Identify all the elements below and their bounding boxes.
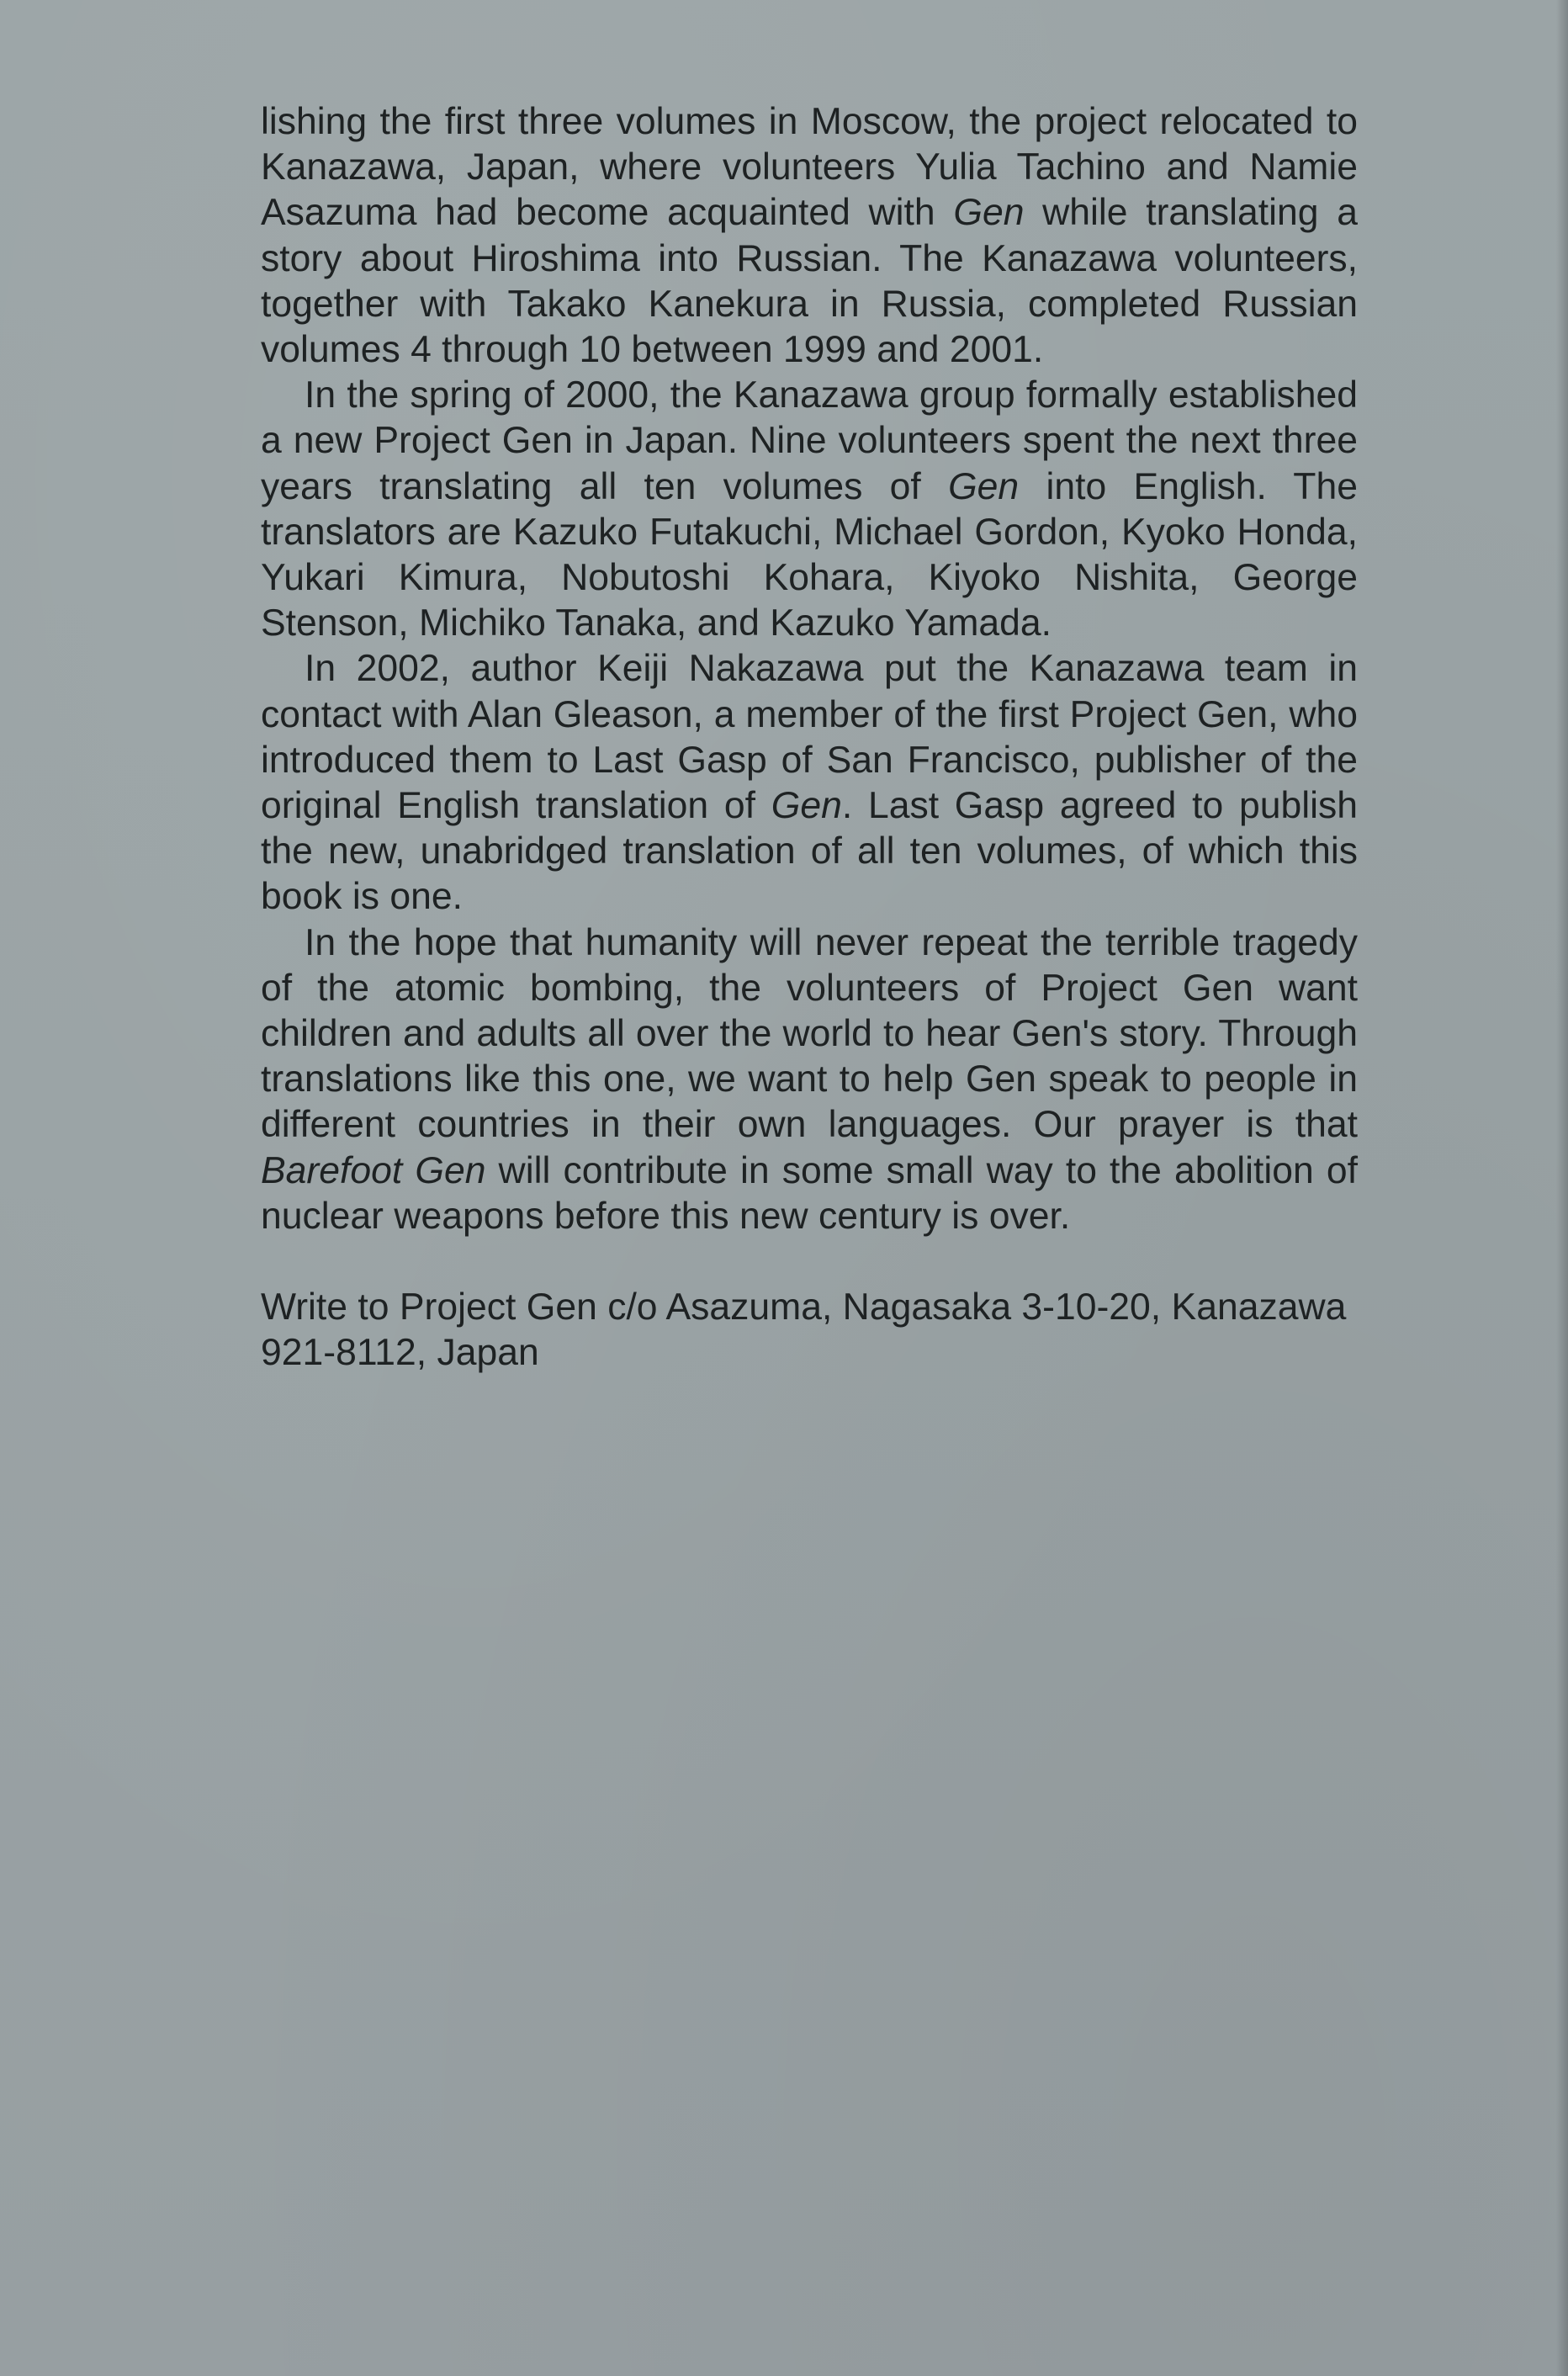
body-text: [261, 99, 1358, 1376]
paragraph-2: [261, 373, 1358, 646]
paragraph-4-text: In the hope that humanity will never repeat the terrible tragedy of the atomic bombing, the volunteers of Project Gen want children and adults all over the world to hear Gen's story. Through translations like this one, we want to help Gen speak to people in different countries in their own languages. Our prayer is that: [261, 921, 1358, 1146]
paragraph-1-text-cont: while translating a story about Hiroshima into Russian. The Kanazawa volunteers, together with Takako Kanekura in Russia, completed Russian volumes 4 through 10 between 1999 and 2001.: [261, 192, 1358, 371]
paragraph-4: [261, 920, 1358, 1239]
paragraph-4-text-cont: will contribute in some small way to the abolition of nuclear weapons before this new century is over.: [261, 1149, 1359, 1237]
paragraph-3-text-cont: . Last Gasp agreed to publish the new, unabridged translation of all ten volumes, of which this book is one.: [261, 785, 1358, 918]
paragraph-2-text: In the spring of 2000, the Kanazawa group formally established a new Project Gen in Japan. Nine volunteers spent the next three years translating all ten volumes of: [261, 374, 1358, 507]
contact-address: Write to Project Gen c/o Asazuma, Nagasaka 3-10-20, Kanazawa 921-8112, Japan: [261, 1286, 1347, 1374]
paragraph-1-text: lishing the first three volumes in Moscow, the project relocated to Kanazawa, Japan, where volunteers Yulia Tachino and Namie Asazuma had become acquainted with: [261, 101, 1358, 234]
italic-title-barefoot-gen: Barefoot Gen: [261, 1149, 486, 1191]
italic-title-gen: Gen: [953, 192, 1025, 234]
paragraph-2-text-cont: into English. The translators are Kazuko Futakuchi, Michael Gordon, Kyoko Honda, Yukari Kimura, Nobutoshi Kohara, Kiyoko Nishita, George Stenson, Michiko Tanaka, and Kazuko Yamada.: [261, 465, 1358, 644]
paragraph-3: [261, 646, 1358, 920]
page-edge-shadow: [1556, 0, 1568, 2376]
paragraph-3-text: In 2002, author Keiji Nakazawa put the Kanazawa team in contact with Alan Gleason, a member of the first Project Gen, who introduced them to Last Gasp of San Francisco, publisher of the original English translation of: [261, 648, 1358, 827]
italic-title-gen: Gen: [948, 465, 1020, 507]
italic-title-gen: Gen: [771, 785, 842, 827]
paragraph-1: [261, 99, 1358, 373]
